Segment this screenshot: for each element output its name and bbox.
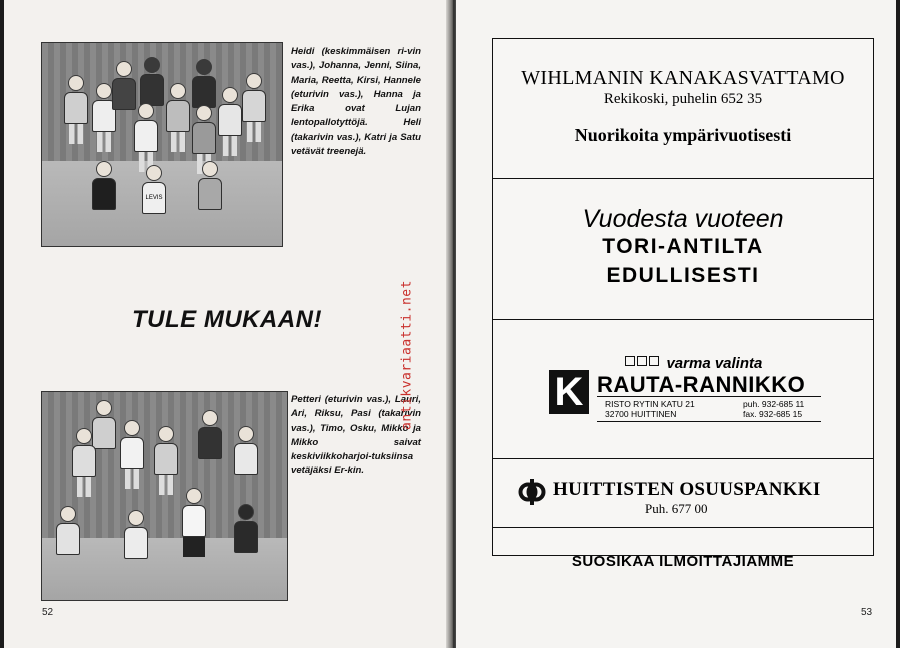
left-page bbox=[4, 0, 450, 648]
squares-icon bbox=[625, 354, 659, 372]
ad4-name: HUITTISTEN OSUUSPANKKI bbox=[553, 479, 821, 500]
watermark: antikvariaatti.net bbox=[399, 280, 415, 430]
ad5-text: SUOSIKAA ILMOITTAJIAMME bbox=[571, 553, 795, 570]
ad-kanakasvattamo bbox=[493, 39, 873, 179]
shirt-print: LEVIS bbox=[142, 182, 166, 214]
ad3-street: RISTO RYTIN KATU 21 bbox=[605, 399, 695, 409]
boys-team-caption: Petteri (eturivin vas.), Lauri, Ari, Riksu, Pasi (takarivin vas.), Timo, Osku, Mikko ja Mikko saivat keskiviikkoharjoi-tuksiinsa vetäjäksi Er-kin. bbox=[291, 394, 421, 477]
girls-team-photo bbox=[41, 42, 283, 247]
girls-team-caption: Heidi (keskimmäisen ri-vin vas.), Johanna, Jenni, Siina, Maria, Reetta, Kirsi, Hannele (eturivin vas.), Hanna ja Erika ovat Lujan lentopallotyttöjä. Heli (takarivin vas.), Katri ja Satu vetävät treenejä. bbox=[291, 46, 421, 158]
boys-team-photo bbox=[41, 391, 288, 601]
ad2-line3: EDULLISESTI bbox=[606, 264, 760, 287]
op-logo-icon bbox=[517, 477, 547, 512]
ad4-phone: Puh. 677 00 bbox=[645, 501, 708, 516]
ad3-name: RAUTA-RANNIKKO bbox=[597, 372, 806, 397]
ad3-divider bbox=[597, 396, 821, 397]
page-number-left: 52 bbox=[42, 607, 54, 618]
headline: TULE MUKAAN! bbox=[132, 306, 322, 333]
ad3-phone: puh. 932-685 11 bbox=[743, 399, 805, 409]
right-page bbox=[456, 0, 896, 648]
ad1-address: Rekikoski, puhelin 652 35 bbox=[603, 91, 763, 107]
ad3-tagline-row bbox=[625, 354, 763, 372]
k-logo-icon: K bbox=[549, 370, 589, 414]
ad1-name: WIHLMANIN KANAKASVATTAMO bbox=[521, 67, 845, 89]
ad-tori-antti bbox=[493, 179, 873, 320]
page-number-right: 53 bbox=[861, 607, 873, 618]
advertisements-box bbox=[492, 38, 874, 570]
ad-rauta-rannikko bbox=[493, 320, 873, 459]
ad2-line2: TORI-ANTILTA bbox=[602, 235, 764, 258]
ad2-line1: Vuodesta vuoteen bbox=[582, 205, 784, 233]
ad3-fax: fax. 932-685 15 bbox=[743, 409, 803, 419]
ad3-tagline: varma valinta bbox=[666, 354, 763, 372]
ad3-city: 32700 HUITTINEN bbox=[605, 409, 677, 419]
ad3-divider-bottom bbox=[597, 421, 821, 422]
ad1-slogan: Nuorikoita ympärivuotisesti bbox=[574, 125, 792, 145]
ad-osuuspankki bbox=[493, 459, 873, 528]
